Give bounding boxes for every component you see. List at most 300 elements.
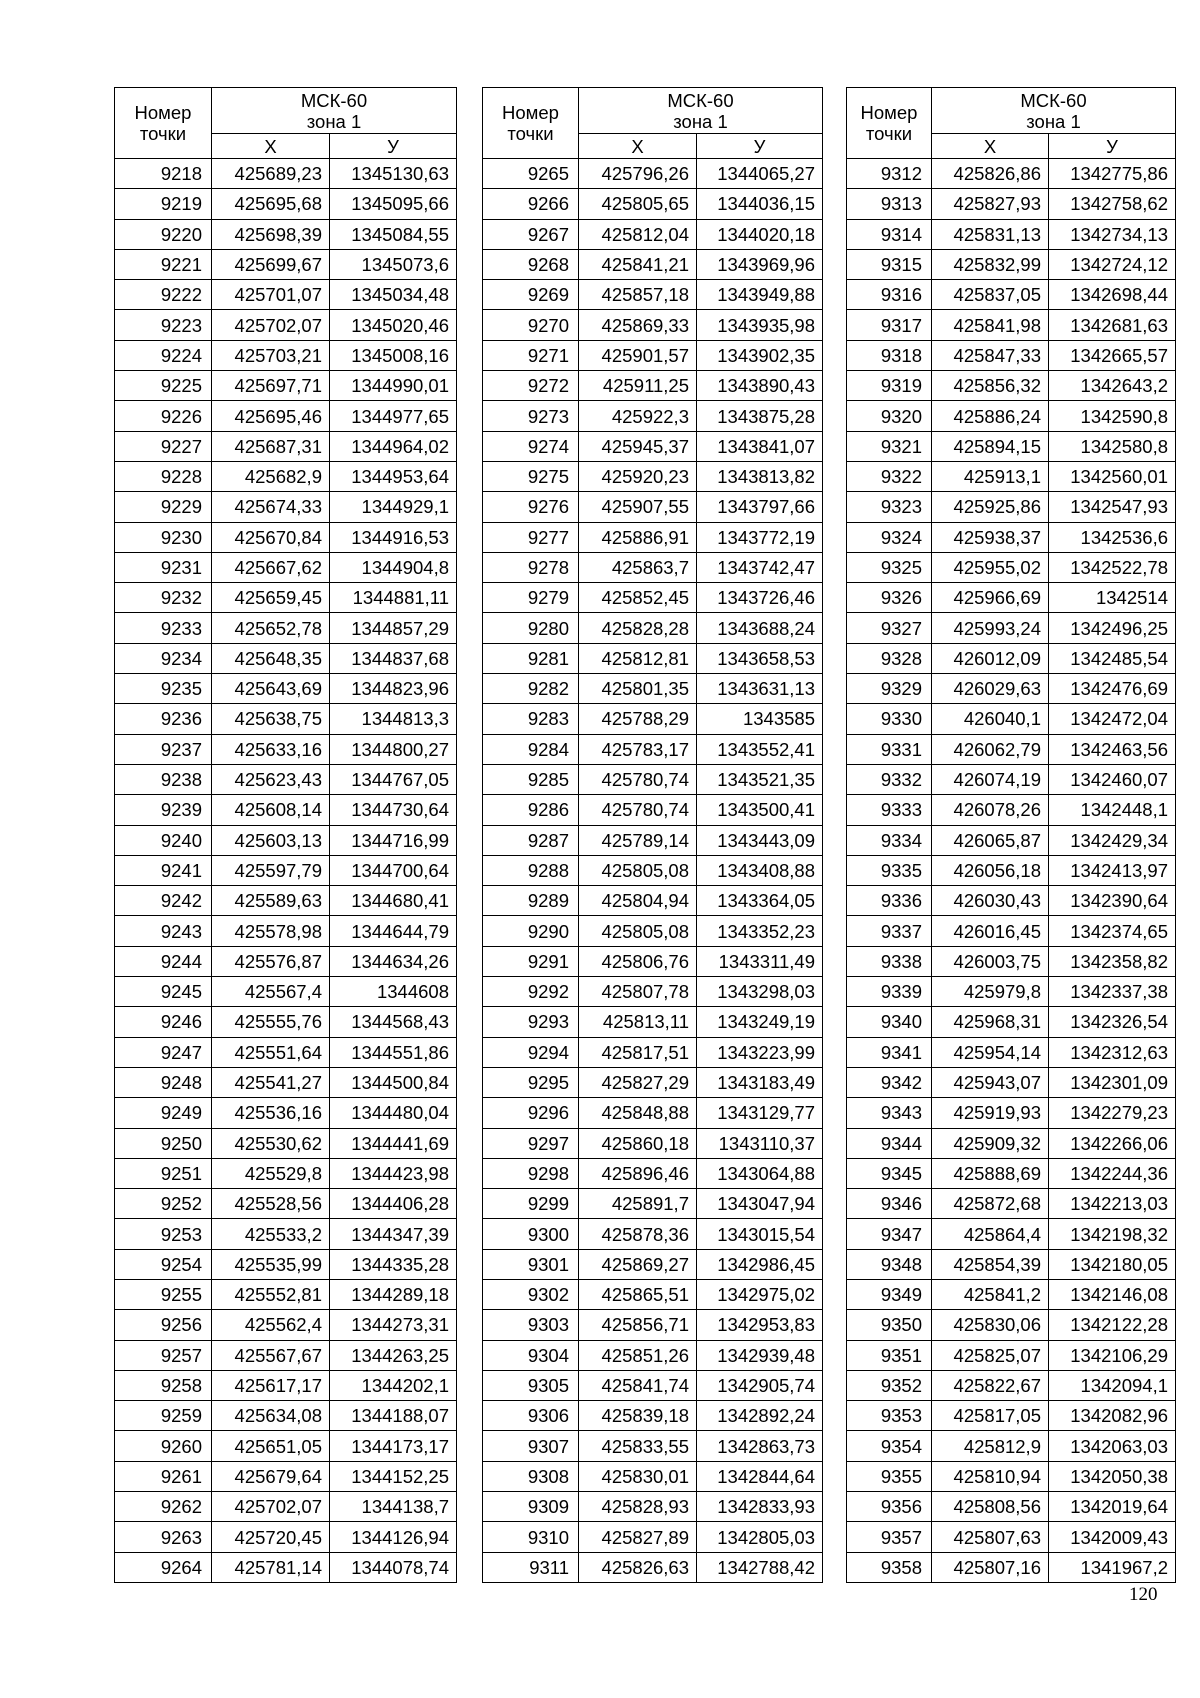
x-coordinate-cell: 425808,56 [932, 1492, 1049, 1522]
y-coordinate-cell: 1342590,8 [1049, 401, 1176, 431]
x-coordinate-cell: 426078,26 [932, 795, 1049, 825]
y-coordinate-cell: 1344716,99 [330, 825, 457, 855]
y-coordinate-cell: 1344202,1 [330, 1370, 457, 1400]
x-coordinate-cell: 425576,87 [212, 946, 330, 976]
x-coordinate-cell: 425687,31 [212, 431, 330, 461]
table-row [847, 431, 1176, 461]
y-coordinate-cell: 1342476,69 [1049, 674, 1176, 704]
x-coordinate-cell: 425805,08 [579, 916, 697, 946]
x-column-header: X [212, 134, 330, 159]
y-coordinate-cell: 1344480,04 [330, 1098, 457, 1128]
y-coordinate-cell: 1343935,98 [697, 310, 823, 340]
y-coordinate-cell: 1342312,63 [1049, 1037, 1176, 1067]
x-coordinate-cell: 425968,31 [932, 1007, 1049, 1037]
y-coordinate-cell: 1342775,86 [1049, 159, 1176, 189]
point-number-cell: 9314 [847, 219, 932, 249]
point-number-cell: 9302 [483, 1279, 579, 1309]
table-row [847, 1431, 1176, 1461]
x-coordinate-cell: 425869,27 [579, 1249, 697, 1279]
x-coordinate-cell: 425822,67 [932, 1370, 1049, 1400]
table-row [483, 1158, 823, 1188]
point-number-cell: 9304 [483, 1340, 579, 1370]
table-row [115, 310, 457, 340]
x-coordinate-cell: 425652,78 [212, 613, 330, 643]
point-number-cell: 9274 [483, 431, 579, 461]
point-number-cell: 9265 [483, 159, 579, 189]
y-coordinate-cell: 1344700,64 [330, 855, 457, 885]
table-row [847, 1492, 1176, 1522]
point-number-cell: 9240 [115, 825, 212, 855]
y-coordinate-cell: 1342326,54 [1049, 1007, 1176, 1037]
x-coordinate-cell: 425702,07 [212, 1492, 330, 1522]
x-coordinate-cell: 425826,63 [579, 1552, 697, 1582]
x-coordinate-cell: 425979,8 [932, 977, 1049, 1007]
table-row [483, 310, 823, 340]
y-coordinate-cell: 1342580,8 [1049, 431, 1176, 461]
x-coordinate-cell: 426056,18 [932, 855, 1049, 885]
x-coordinate-cell: 425833,55 [579, 1431, 697, 1461]
table-row [847, 371, 1176, 401]
table-row [115, 583, 457, 613]
table-row [483, 795, 823, 825]
point-number-cell: 9340 [847, 1007, 932, 1037]
x-coordinate-cell: 425872,68 [932, 1189, 1049, 1219]
point-number-cell: 9349 [847, 1279, 932, 1309]
point-number-cell: 9312 [847, 159, 932, 189]
y-coordinate-cell: 1344347,39 [330, 1219, 457, 1249]
x-coordinate-cell: 425841,74 [579, 1370, 697, 1400]
table-row [483, 1007, 823, 1037]
page-number: 120 [1129, 1584, 1158, 1605]
table-row [847, 1067, 1176, 1097]
coordinates-table-3 [846, 87, 1176, 1583]
y-coordinate-cell: 1344929,1 [330, 492, 457, 522]
y-coordinate-cell: 1344608 [330, 977, 457, 1007]
point-number-cell: 9289 [483, 886, 579, 916]
table-row [483, 1552, 823, 1582]
y-coordinate-cell: 1344813,3 [330, 704, 457, 734]
point-number-cell: 9354 [847, 1431, 932, 1461]
y-coordinate-cell: 1344273,31 [330, 1310, 457, 1340]
y-coordinate-cell: 1342463,56 [1049, 734, 1176, 764]
table-row [483, 916, 823, 946]
y-coordinate-cell: 1345034,48 [330, 280, 457, 310]
x-coordinate-cell: 425813,11 [579, 1007, 697, 1037]
table-row [847, 1401, 1176, 1431]
y-coordinate-cell: 1344500,84 [330, 1067, 457, 1097]
point-number-cell: 9245 [115, 977, 212, 1007]
x-coordinate-cell: 425878,36 [579, 1219, 697, 1249]
y-coordinate-cell: 1343949,88 [697, 280, 823, 310]
x-coordinate-cell: 425848,88 [579, 1098, 697, 1128]
y-coordinate-cell: 1344263,25 [330, 1340, 457, 1370]
y-coordinate-cell: 1342643,2 [1049, 371, 1176, 401]
x-coordinate-cell: 425943,07 [932, 1067, 1049, 1097]
point-number-cell: 9278 [483, 552, 579, 582]
table-row [847, 1189, 1176, 1219]
x-coordinate-cell: 425817,05 [932, 1401, 1049, 1431]
y-coordinate-cell: 1344837,68 [330, 643, 457, 673]
x-coordinate-cell: 425828,28 [579, 613, 697, 643]
table-row [847, 1037, 1176, 1067]
point-number-cell: 9231 [115, 552, 212, 582]
table-row [115, 219, 457, 249]
y-coordinate-cell: 1343311,49 [697, 946, 823, 976]
table-row [483, 946, 823, 976]
table-row [483, 674, 823, 704]
table-row [847, 219, 1176, 249]
y-coordinate-cell: 1342788,42 [697, 1552, 823, 1582]
y-coordinate-cell: 1344078,74 [330, 1552, 457, 1582]
coordinates-table-2 [482, 87, 823, 1583]
x-coordinate-cell: 425689,23 [212, 159, 330, 189]
table-row [483, 219, 823, 249]
y-coordinate-cell: 1342734,13 [1049, 219, 1176, 249]
table-row [483, 613, 823, 643]
table-row [115, 643, 457, 673]
y-column-header: У [697, 134, 823, 159]
y-coordinate-cell: 1344881,11 [330, 583, 457, 613]
table-row [115, 159, 457, 189]
table-row [847, 1522, 1176, 1552]
x-coordinate-cell: 425695,46 [212, 401, 330, 431]
point-number-cell: 9344 [847, 1128, 932, 1158]
y-coordinate-cell: 1343443,09 [697, 825, 823, 855]
point-number-cell: 9222 [115, 280, 212, 310]
x-coordinate-cell: 425827,93 [932, 189, 1049, 219]
table-row [483, 1310, 823, 1340]
y-coordinate-cell: 1345095,66 [330, 189, 457, 219]
x-coordinate-cell: 425830,06 [932, 1310, 1049, 1340]
x-coordinate-cell: 425667,62 [212, 552, 330, 582]
x-coordinate-cell: 425922,3 [579, 401, 697, 431]
y-coordinate-cell: 1342374,65 [1049, 916, 1176, 946]
table-row [115, 1158, 457, 1188]
table-row [483, 1037, 823, 1067]
y-coordinate-cell: 1344020,18 [697, 219, 823, 249]
x-coordinate-cell: 426062,79 [932, 734, 1049, 764]
x-coordinate-cell: 425869,33 [579, 310, 697, 340]
table-row [847, 1310, 1176, 1340]
point-number-cell: 9325 [847, 552, 932, 582]
point-number-cell: 9242 [115, 886, 212, 916]
table-row [847, 1007, 1176, 1037]
point-number-header: Номер точки [115, 88, 212, 159]
table-row [115, 977, 457, 1007]
point-number-cell: 9317 [847, 310, 932, 340]
point-number-cell: 9324 [847, 522, 932, 552]
point-number-cell: 9296 [483, 1098, 579, 1128]
x-coordinate-cell: 425857,18 [579, 280, 697, 310]
point-number-header: Номер точки [847, 88, 932, 159]
x-coordinate-cell: 425888,69 [932, 1158, 1049, 1188]
x-coordinate-cell: 425901,57 [579, 340, 697, 370]
table-row [115, 431, 457, 461]
point-number-cell: 9294 [483, 1037, 579, 1067]
x-coordinate-cell: 425805,65 [579, 189, 697, 219]
point-number-cell: 9353 [847, 1401, 932, 1431]
table-row [847, 946, 1176, 976]
table-row [115, 492, 457, 522]
point-number-cell: 9232 [115, 583, 212, 613]
table-row [115, 1340, 457, 1370]
table-row [483, 1340, 823, 1370]
point-number-cell: 9284 [483, 734, 579, 764]
x-coordinate-cell: 425856,71 [579, 1310, 697, 1340]
point-number-cell: 9311 [483, 1552, 579, 1582]
table-row [483, 643, 823, 673]
y-coordinate-cell: 1342019,64 [1049, 1492, 1176, 1522]
coordinate-system-header: МСК-60 зона 1 [932, 88, 1176, 134]
x-coordinate-cell: 425810,94 [932, 1461, 1049, 1491]
y-coordinate-cell: 1344188,07 [330, 1401, 457, 1431]
y-coordinate-cell: 1344289,18 [330, 1279, 457, 1309]
table-row [847, 340, 1176, 370]
x-coordinate-cell: 425841,21 [579, 249, 697, 279]
y-coordinate-cell: 1342522,78 [1049, 552, 1176, 582]
table-row [847, 249, 1176, 279]
x-coordinate-cell: 425909,32 [932, 1128, 1049, 1158]
table-row [483, 855, 823, 885]
x-coordinate-cell: 425925,86 [932, 492, 1049, 522]
x-coordinate-cell: 425863,7 [579, 552, 697, 582]
point-number-cell: 9277 [483, 522, 579, 552]
point-number-cell: 9357 [847, 1522, 932, 1552]
y-coordinate-cell: 1343129,77 [697, 1098, 823, 1128]
table-row [483, 1401, 823, 1431]
point-number-cell: 9244 [115, 946, 212, 976]
x-coordinate-cell: 425796,26 [579, 159, 697, 189]
table-row [115, 1037, 457, 1067]
point-number-cell: 9224 [115, 340, 212, 370]
table-row [483, 583, 823, 613]
point-number-cell: 9223 [115, 310, 212, 340]
table-row [847, 886, 1176, 916]
point-number-cell: 9333 [847, 795, 932, 825]
y-coordinate-cell: 1343742,47 [697, 552, 823, 582]
point-number-cell: 9269 [483, 280, 579, 310]
x-coordinate-cell: 425955,02 [932, 552, 1049, 582]
table-row [847, 1219, 1176, 1249]
y-coordinate-cell: 1344126,94 [330, 1522, 457, 1552]
point-number-cell: 9267 [483, 219, 579, 249]
y-coordinate-cell: 1344904,8 [330, 552, 457, 582]
table-row [115, 1007, 457, 1037]
point-number-cell: 9221 [115, 249, 212, 279]
x-coordinate-cell: 425828,93 [579, 1492, 697, 1522]
y-coordinate-cell: 1344138,7 [330, 1492, 457, 1522]
y-coordinate-cell: 1342665,57 [1049, 340, 1176, 370]
table-row [115, 1279, 457, 1309]
point-number-cell: 9248 [115, 1067, 212, 1097]
x-coordinate-cell: 425617,17 [212, 1370, 330, 1400]
x-coordinate-cell: 425886,24 [932, 401, 1049, 431]
y-coordinate-cell: 1343500,41 [697, 795, 823, 825]
table-row [847, 855, 1176, 885]
table-row [483, 371, 823, 401]
x-coordinate-cell: 425651,05 [212, 1431, 330, 1461]
point-number-cell: 9241 [115, 855, 212, 885]
point-number-cell: 9256 [115, 1310, 212, 1340]
y-coordinate-cell: 1342905,74 [697, 1370, 823, 1400]
table-row [115, 704, 457, 734]
x-coordinate-cell: 425919,93 [932, 1098, 1049, 1128]
point-number-cell: 9309 [483, 1492, 579, 1522]
point-number-cell: 9235 [115, 674, 212, 704]
x-coordinate-cell: 425804,94 [579, 886, 697, 916]
table-row [115, 674, 457, 704]
point-number-cell: 9227 [115, 431, 212, 461]
point-number-cell: 9290 [483, 916, 579, 946]
table-row [115, 1552, 457, 1582]
point-number-cell: 9299 [483, 1189, 579, 1219]
point-number-cell: 9292 [483, 977, 579, 1007]
table-row [847, 1158, 1176, 1188]
point-number-cell: 9303 [483, 1310, 579, 1340]
table-row [115, 1189, 457, 1219]
x-coordinate-cell: 425864,4 [932, 1219, 1049, 1249]
x-coordinate-cell: 425832,99 [932, 249, 1049, 279]
point-number-cell: 9218 [115, 159, 212, 189]
table-row [115, 280, 457, 310]
point-number-cell: 9229 [115, 492, 212, 522]
point-number-cell: 9305 [483, 1370, 579, 1400]
x-coordinate-cell: 425567,67 [212, 1340, 330, 1370]
x-coordinate-cell: 425533,2 [212, 1219, 330, 1249]
y-coordinate-cell: 1342448,1 [1049, 795, 1176, 825]
point-number-cell: 9338 [847, 946, 932, 976]
point-number-cell: 9219 [115, 189, 212, 219]
table-row [483, 522, 823, 552]
y-coordinate-cell: 1343585 [697, 704, 823, 734]
table-row [115, 371, 457, 401]
y-coordinate-cell: 1342833,93 [697, 1492, 823, 1522]
y-coordinate-cell: 1344152,25 [330, 1461, 457, 1491]
coordinates-table-1 [114, 87, 457, 1583]
table-row [115, 1098, 457, 1128]
table-row [847, 734, 1176, 764]
table-row [115, 1128, 457, 1158]
y-coordinate-cell: 1342472,04 [1049, 704, 1176, 734]
point-number-cell: 9264 [115, 1552, 212, 1582]
y-coordinate-cell: 1342681,63 [1049, 310, 1176, 340]
point-number-cell: 9261 [115, 1461, 212, 1491]
table-row [115, 795, 457, 825]
table-row [115, 1249, 457, 1279]
y-coordinate-cell: 1344551,86 [330, 1037, 457, 1067]
point-number-cell: 9286 [483, 795, 579, 825]
y-coordinate-cell: 1345130,63 [330, 159, 457, 189]
point-number-cell: 9336 [847, 886, 932, 916]
table-row [115, 855, 457, 885]
x-coordinate-cell: 425701,07 [212, 280, 330, 310]
x-coordinate-cell: 426074,19 [932, 764, 1049, 794]
x-coordinate-cell: 425826,86 [932, 159, 1049, 189]
y-coordinate-cell: 1342460,07 [1049, 764, 1176, 794]
y-coordinate-cell: 1343223,99 [697, 1037, 823, 1067]
point-number-cell: 9266 [483, 189, 579, 219]
table-row [483, 280, 823, 310]
point-number-cell: 9250 [115, 1128, 212, 1158]
x-coordinate-cell: 425634,08 [212, 1401, 330, 1431]
point-number-cell: 9263 [115, 1522, 212, 1552]
y-coordinate-cell: 1342805,03 [697, 1522, 823, 1552]
table-row [483, 159, 823, 189]
coordinate-system-header: МСК-60 зона 1 [579, 88, 823, 134]
x-coordinate-cell: 425837,05 [932, 280, 1049, 310]
table-row [115, 1492, 457, 1522]
x-coordinate-cell: 425896,46 [579, 1158, 697, 1188]
point-number-cell: 9346 [847, 1189, 932, 1219]
x-coordinate-cell: 426065,87 [932, 825, 1049, 855]
x-column-header: X [932, 134, 1049, 159]
x-coordinate-cell: 425643,69 [212, 674, 330, 704]
table-row [847, 189, 1176, 219]
point-number-cell: 9271 [483, 340, 579, 370]
x-coordinate-cell: 425698,39 [212, 219, 330, 249]
table-row [115, 189, 457, 219]
y-coordinate-cell: 1342953,83 [697, 1310, 823, 1340]
table-row [115, 764, 457, 794]
point-number-cell: 9352 [847, 1370, 932, 1400]
table-row [847, 825, 1176, 855]
x-coordinate-cell: 425886,91 [579, 522, 697, 552]
x-coordinate-cell: 425536,16 [212, 1098, 330, 1128]
y-coordinate-cell: 1342863,73 [697, 1431, 823, 1461]
table-row [847, 1370, 1176, 1400]
table-row [847, 795, 1176, 825]
point-number-cell: 9285 [483, 764, 579, 794]
x-coordinate-cell: 425865,51 [579, 1279, 697, 1309]
table-row [115, 522, 457, 552]
x-coordinate-cell: 425659,45 [212, 583, 330, 613]
y-coordinate-cell: 1344916,53 [330, 522, 457, 552]
x-coordinate-cell: 425703,21 [212, 340, 330, 370]
table-row [483, 977, 823, 1007]
point-number-cell: 9276 [483, 492, 579, 522]
y-coordinate-cell: 1341967,2 [1049, 1552, 1176, 1582]
y-coordinate-cell: 1344568,43 [330, 1007, 457, 1037]
x-coordinate-cell: 425812,81 [579, 643, 697, 673]
x-coordinate-cell: 425783,17 [579, 734, 697, 764]
x-coordinate-cell: 425623,43 [212, 764, 330, 794]
table-row [115, 1310, 457, 1340]
table-row [115, 552, 457, 582]
y-coordinate-cell: 1342939,48 [697, 1340, 823, 1370]
y-coordinate-cell: 1342266,06 [1049, 1128, 1176, 1158]
table-row [115, 886, 457, 916]
point-number-cell: 9254 [115, 1249, 212, 1279]
point-number-cell: 9270 [483, 310, 579, 340]
point-number-cell: 9258 [115, 1370, 212, 1400]
x-coordinate-cell: 425695,68 [212, 189, 330, 219]
y-coordinate-cell: 1344644,79 [330, 916, 457, 946]
y-coordinate-cell: 1344730,64 [330, 795, 457, 825]
x-coordinate-cell: 425911,25 [579, 371, 697, 401]
y-coordinate-cell: 1342986,45 [697, 1249, 823, 1279]
x-coordinate-cell: 426040,1 [932, 704, 1049, 734]
point-number-cell: 9253 [115, 1219, 212, 1249]
point-number-cell: 9249 [115, 1098, 212, 1128]
x-coordinate-cell: 425860,18 [579, 1128, 697, 1158]
point-number-cell: 9279 [483, 583, 579, 613]
y-coordinate-cell: 1342514 [1049, 583, 1176, 613]
point-number-cell: 9257 [115, 1340, 212, 1370]
point-number-cell: 9234 [115, 643, 212, 673]
y-coordinate-cell: 1342358,82 [1049, 946, 1176, 976]
table-row [115, 916, 457, 946]
point-number-cell: 9283 [483, 704, 579, 734]
